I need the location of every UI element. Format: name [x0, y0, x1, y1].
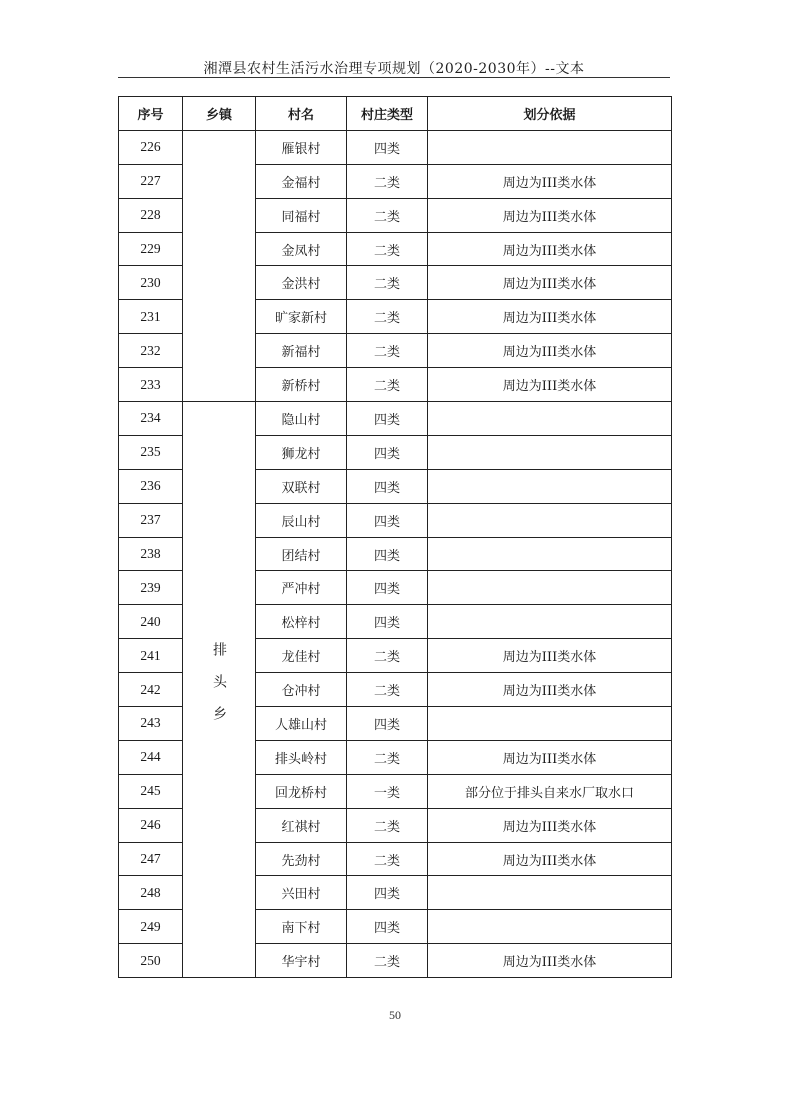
cell-basis: 周边为III类水体 [428, 300, 672, 334]
table-header-row [119, 97, 672, 131]
cell-no: 247 [119, 842, 183, 876]
cell-no: 245 [119, 774, 183, 808]
cell-type: 二类 [347, 639, 428, 673]
cell-type: 二类 [347, 164, 428, 198]
cell-type: 二类 [347, 198, 428, 232]
cell-village: 先劲村 [256, 842, 347, 876]
cell-no: 244 [119, 740, 183, 774]
page-number: 50 [389, 1008, 401, 1022]
table-row [119, 402, 672, 436]
cell-type: 四类 [347, 876, 428, 910]
cell-no: 246 [119, 808, 183, 842]
cell-no: 250 [119, 944, 183, 978]
cell-village: 仓冲村 [256, 673, 347, 707]
cell-no: 242 [119, 673, 183, 707]
cell-basis: 周边为III类水体 [428, 808, 672, 842]
cell-basis: 周边为III类水体 [428, 198, 672, 232]
cell-no: 249 [119, 910, 183, 944]
cell-no: 228 [119, 198, 183, 232]
cell-type: 二类 [347, 232, 428, 266]
cell-no: 240 [119, 605, 183, 639]
cell-no: 241 [119, 639, 183, 673]
cell-type: 二类 [347, 808, 428, 842]
cell-village: 同福村 [256, 198, 347, 232]
cell-type: 四类 [347, 571, 428, 605]
cell-type: 四类 [347, 402, 428, 436]
cell-village: 雁银村 [256, 130, 347, 164]
cell-no: 234 [119, 402, 183, 436]
header-rule [118, 77, 670, 78]
cell-no: 232 [119, 334, 183, 368]
cell-village: 兴田村 [256, 876, 347, 910]
cell-basis [428, 876, 672, 910]
cell-village: 松梓村 [256, 605, 347, 639]
cell-no: 231 [119, 300, 183, 334]
cell-basis: 周边为III类水体 [428, 673, 672, 707]
cell-no: 230 [119, 266, 183, 300]
cell-type: 二类 [347, 842, 428, 876]
cell-town: 排头乡 [183, 402, 256, 978]
cell-type: 一类 [347, 774, 428, 808]
cell-basis [428, 503, 672, 537]
cell-basis: 周边为III类水体 [428, 944, 672, 978]
cell-type: 四类 [347, 910, 428, 944]
village-classification-table [118, 96, 672, 978]
table-body [119, 130, 672, 977]
col-header-no: 序号 [119, 97, 183, 131]
cell-basis: 周边为III类水体 [428, 164, 672, 198]
cell-village: 辰山村 [256, 503, 347, 537]
cell-basis [428, 469, 672, 503]
cell-basis: 周边为III类水体 [428, 842, 672, 876]
cell-village: 南下村 [256, 910, 347, 944]
cell-town [183, 130, 256, 401]
cell-type: 二类 [347, 740, 428, 774]
cell-type: 四类 [347, 503, 428, 537]
cell-type: 四类 [347, 130, 428, 164]
cell-village: 狮龙村 [256, 435, 347, 469]
document-header-title: 湘潭县农村生活污水治理专项规划（2020-2030年）--文本 [203, 61, 585, 77]
cell-no: 237 [119, 503, 183, 537]
cell-type: 二类 [347, 944, 428, 978]
cell-basis [428, 605, 672, 639]
cell-village: 排头岭村 [256, 740, 347, 774]
col-header-town: 乡镇 [183, 97, 256, 131]
cell-no: 226 [119, 130, 183, 164]
cell-type: 二类 [347, 300, 428, 334]
cell-basis: 周边为III类水体 [428, 740, 672, 774]
cell-village: 新桥村 [256, 368, 347, 402]
cell-no: 229 [119, 232, 183, 266]
cell-village: 团结村 [256, 537, 347, 571]
col-header-type: 村庄类型 [347, 97, 428, 131]
cell-no: 239 [119, 571, 183, 605]
cell-type: 四类 [347, 435, 428, 469]
cell-no: 243 [119, 707, 183, 741]
cell-basis [428, 910, 672, 944]
cell-type: 四类 [347, 537, 428, 571]
cell-no: 235 [119, 435, 183, 469]
cell-basis: 周边为III类水体 [428, 368, 672, 402]
cell-village: 旷家新村 [256, 300, 347, 334]
cell-basis: 周边为III类水体 [428, 334, 672, 368]
cell-village: 金凤村 [256, 232, 347, 266]
cell-type: 四类 [347, 707, 428, 741]
cell-village: 红祺村 [256, 808, 347, 842]
cell-type: 二类 [347, 266, 428, 300]
cell-no: 248 [119, 876, 183, 910]
cell-type: 二类 [347, 334, 428, 368]
cell-basis [428, 402, 672, 436]
cell-basis [428, 130, 672, 164]
cell-village: 金洪村 [256, 266, 347, 300]
cell-village: 新福村 [256, 334, 347, 368]
cell-no: 227 [119, 164, 183, 198]
cell-type: 四类 [347, 605, 428, 639]
cell-basis: 周边为III类水体 [428, 639, 672, 673]
cell-village: 严冲村 [256, 571, 347, 605]
cell-village: 双联村 [256, 469, 347, 503]
cell-village: 人雄山村 [256, 707, 347, 741]
cell-type: 二类 [347, 673, 428, 707]
col-header-village: 村名 [256, 97, 347, 131]
cell-basis: 周边为III类水体 [428, 266, 672, 300]
cell-basis: 部分位于排头自来水厂取水口 [428, 774, 672, 808]
cell-basis [428, 537, 672, 571]
col-header-basis: 划分依据 [428, 97, 672, 131]
cell-no: 236 [119, 469, 183, 503]
cell-no: 233 [119, 368, 183, 402]
cell-type: 四类 [347, 469, 428, 503]
cell-type: 二类 [347, 368, 428, 402]
cell-village: 华宇村 [256, 944, 347, 978]
cell-village: 隐山村 [256, 402, 347, 436]
cell-basis [428, 435, 672, 469]
table-row [119, 130, 672, 164]
cell-village: 金福村 [256, 164, 347, 198]
cell-village: 龙佳村 [256, 639, 347, 673]
cell-village: 回龙桥村 [256, 774, 347, 808]
cell-basis [428, 707, 672, 741]
cell-no: 238 [119, 537, 183, 571]
cell-basis: 周边为III类水体 [428, 232, 672, 266]
cell-basis [428, 571, 672, 605]
